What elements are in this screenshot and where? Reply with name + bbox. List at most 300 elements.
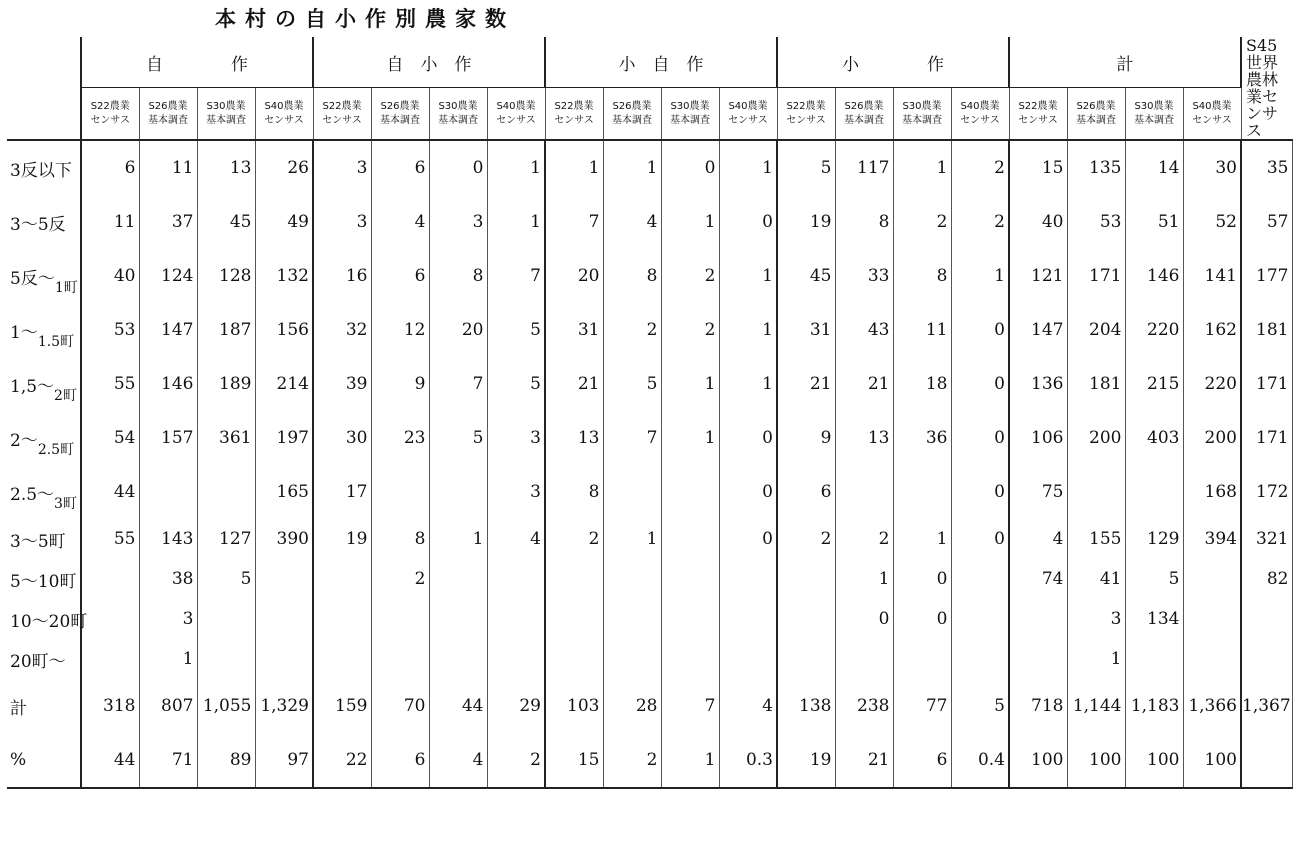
value-cell: 394 (1183, 519, 1241, 559)
value-cell: 33 (835, 249, 893, 303)
value-cell: 39 (313, 357, 371, 411)
value-cell: 2 (835, 519, 893, 559)
value-cell (893, 465, 951, 519)
value-cell: 4 (1009, 519, 1067, 559)
table-row (7, 733, 1292, 788)
survey-header-line2: センサス (786, 114, 826, 126)
group-header-jishosaku: 自 小 作 (313, 37, 545, 88)
page-title: 本村の自小作別農家数 (215, 7, 515, 31)
value-cell: 171 (1241, 411, 1292, 465)
value-cell: 0 (835, 599, 893, 639)
value-cell (429, 559, 487, 599)
value-cell: 141 (1183, 249, 1241, 303)
value-cell: 36 (893, 411, 951, 465)
value-cell: 1 (487, 195, 545, 249)
value-cell (1009, 639, 1067, 679)
value-cell (1067, 465, 1125, 519)
row-label-main: 計 (10, 698, 27, 719)
survey-header (255, 88, 313, 140)
value-cell (139, 465, 197, 519)
value-cell: 2 (661, 303, 719, 357)
table-row (7, 195, 1292, 249)
value-cell: 2 (777, 519, 835, 559)
row-label (7, 599, 88, 639)
value-cell: 9 (777, 411, 835, 465)
survey-header-line1: S22農業 (322, 100, 362, 112)
value-cell: 215 (1125, 357, 1183, 411)
value-cell (1125, 639, 1183, 679)
row-label (7, 519, 81, 559)
value-cell: 7 (429, 357, 487, 411)
row-label (7, 679, 81, 733)
group-header-shojisaku: 小 自 作 (545, 37, 777, 88)
value-cell: 100 (1125, 733, 1183, 788)
value-cell: 100 (1067, 733, 1125, 788)
value-cell: 23 (371, 411, 429, 465)
value-cell: 136 (1009, 357, 1067, 411)
value-cell: 1 (661, 195, 719, 249)
survey-header-line2: 基本調査 (148, 114, 188, 126)
row-label (7, 639, 81, 679)
survey-header (545, 88, 603, 140)
survey-header (81, 88, 139, 140)
row-label-main: 5～10町 (10, 571, 77, 592)
value-cell: 14 (1125, 140, 1183, 195)
value-cell (255, 599, 313, 639)
value-cell: 171 (1241, 357, 1292, 411)
value-cell: 135 (1067, 140, 1125, 195)
value-cell: 38 (139, 559, 197, 599)
value-cell: 11 (81, 195, 139, 249)
value-cell: 21 (835, 733, 893, 788)
value-cell (313, 559, 371, 599)
value-cell: 3 (1067, 599, 1125, 639)
value-cell (255, 559, 313, 599)
row-label (7, 303, 81, 357)
value-cell: 15 (545, 733, 603, 788)
survey-header-line2: センサス (1192, 114, 1232, 126)
survey-header-line2: センサス (1018, 114, 1058, 126)
value-cell (197, 639, 255, 679)
value-cell: 2 (893, 195, 951, 249)
value-cell: 1,144 (1067, 679, 1125, 733)
value-cell: 238 (835, 679, 893, 733)
value-cell: 26 (255, 140, 313, 195)
row-label (7, 140, 81, 195)
value-cell: 5 (487, 357, 545, 411)
survey-header-line1: S30農業 (1134, 100, 1174, 112)
value-cell: 117 (835, 140, 893, 195)
value-cell: 1 (719, 140, 777, 195)
survey-header-line1: S40農業 (264, 100, 304, 112)
value-cell (835, 465, 893, 519)
value-cell: 168 (1183, 465, 1241, 519)
table-row (7, 465, 1292, 519)
value-cell (429, 599, 487, 639)
value-cell: 97 (255, 733, 313, 788)
survey-header-line2: センサス (960, 114, 1000, 126)
survey-header-line1: S26農業 (844, 100, 884, 112)
survey-header-line1: S26農業 (148, 100, 188, 112)
value-cell: 1 (661, 357, 719, 411)
table-row (7, 519, 1292, 559)
value-cell: 53 (1067, 195, 1125, 249)
value-cell: 124 (139, 249, 197, 303)
row-label (7, 465, 81, 519)
table-row (7, 411, 1292, 465)
value-cell: 132 (255, 249, 313, 303)
value-cell: 32 (313, 303, 371, 357)
value-cell: 21 (545, 357, 603, 411)
survey-header-line2: 基本調査 (1134, 114, 1174, 126)
value-cell: 1 (139, 639, 197, 679)
value-cell (545, 559, 603, 599)
value-cell (197, 465, 255, 519)
value-cell: 177 (1241, 249, 1292, 303)
value-cell: 28 (603, 679, 661, 733)
value-cell (1241, 599, 1292, 639)
group-header-total: 計 (1009, 37, 1241, 88)
value-cell: 15 (1009, 140, 1067, 195)
value-cell: 70 (371, 679, 429, 733)
value-cell: 165 (255, 465, 313, 519)
value-cell: 0 (719, 519, 777, 559)
value-cell (661, 639, 719, 679)
value-cell (835, 639, 893, 679)
table-row (7, 140, 1292, 195)
row-label-sub: 3町 (54, 495, 77, 512)
value-cell: 20 (429, 303, 487, 357)
value-cell: 134 (1125, 599, 1183, 639)
value-cell: 16 (313, 249, 371, 303)
value-cell: 8 (835, 195, 893, 249)
value-cell: 0 (429, 140, 487, 195)
value-cell: 0 (951, 465, 1009, 519)
value-cell: 0.4 (951, 733, 1009, 788)
row-label-main: 10～20町 (10, 611, 88, 632)
survey-header-line2: 基本調査 (380, 114, 420, 126)
value-cell: 5 (777, 140, 835, 195)
row-label-main: 5反～ (10, 268, 55, 289)
row-label-main: % (10, 750, 27, 770)
value-cell (951, 599, 1009, 639)
value-cell: 718 (1009, 679, 1067, 733)
value-cell: 44 (429, 679, 487, 733)
value-cell (603, 559, 661, 599)
survey-header-line1: S30農業 (206, 100, 246, 112)
value-cell (661, 599, 719, 639)
survey-header-line2: 基本調査 (612, 114, 652, 126)
value-cell: 19 (313, 519, 371, 559)
survey-header-line2: 基本調査 (1076, 114, 1116, 126)
value-cell (719, 639, 777, 679)
value-cell: 0 (893, 599, 951, 639)
value-cell: 5 (197, 559, 255, 599)
row-label-sub: 2町 (54, 387, 77, 404)
value-cell: 1,055 (197, 679, 255, 733)
survey-header (429, 88, 487, 140)
row-label-main: 3～5反 (10, 214, 66, 235)
row-label (7, 559, 81, 599)
value-cell: 19 (777, 733, 835, 788)
value-cell: 7 (545, 195, 603, 249)
value-cell: 30 (313, 411, 371, 465)
value-cell: 2 (487, 733, 545, 788)
value-cell: 44 (81, 465, 139, 519)
value-cell: 0 (661, 140, 719, 195)
survey-header-line1: S40農業 (728, 100, 768, 112)
survey-header (197, 88, 255, 140)
value-cell: 0.3 (719, 733, 777, 788)
value-cell: 35 (1241, 140, 1292, 195)
value-cell (371, 465, 429, 519)
value-cell: 21 (777, 357, 835, 411)
value-cell: 1 (835, 559, 893, 599)
value-cell: 100 (1009, 733, 1067, 788)
value-cell: 7 (661, 679, 719, 733)
survey-header (371, 88, 429, 140)
value-cell: 5 (951, 679, 1009, 733)
survey-header-line1: S22農業 (786, 100, 826, 112)
value-cell: 6 (893, 733, 951, 788)
value-cell: 1,366 (1183, 679, 1241, 733)
survey-header-line2: 基本調査 (206, 114, 246, 126)
table-row (7, 249, 1292, 303)
value-cell: 0 (951, 411, 1009, 465)
value-cell: 1 (719, 249, 777, 303)
value-cell (487, 559, 545, 599)
value-cell: 0 (719, 465, 777, 519)
value-cell: 2 (603, 733, 661, 788)
value-cell: 0 (951, 303, 1009, 357)
value-cell: 2 (371, 559, 429, 599)
value-cell: 1 (719, 303, 777, 357)
survey-header-line1: S30農業 (902, 100, 942, 112)
value-cell: 7 (487, 249, 545, 303)
value-cell: 0 (951, 357, 1009, 411)
survey-header-line2: センサス (90, 114, 131, 126)
survey-header (1125, 88, 1183, 140)
value-cell (951, 639, 1009, 679)
value-cell: 82 (1241, 559, 1292, 599)
value-cell: 49 (255, 195, 313, 249)
value-cell: 55 (81, 357, 139, 411)
value-cell (719, 599, 777, 639)
group-header-kosaku: 小 作 (777, 37, 1009, 88)
value-cell (545, 599, 603, 639)
value-cell: 1 (951, 249, 1009, 303)
value-cell (81, 599, 139, 639)
row-label-sub: 1町 (54, 279, 78, 296)
value-cell (951, 559, 1009, 599)
value-cell: 3 (487, 411, 545, 465)
value-cell: 22 (313, 733, 371, 788)
value-cell: 44 (81, 733, 139, 788)
value-cell: 318 (81, 679, 139, 733)
value-cell: 6 (371, 140, 429, 195)
value-cell: 8 (545, 465, 603, 519)
row-label-main: 1,5～ (10, 376, 55, 397)
value-cell: 0 (719, 411, 777, 465)
value-cell: 214 (255, 357, 313, 411)
survey-header (835, 88, 893, 140)
value-cell: 6 (777, 465, 835, 519)
value-cell: 155 (1067, 519, 1125, 559)
value-cell: 31 (777, 303, 835, 357)
survey-header (603, 88, 661, 140)
survey-header-line2: 基本調査 (902, 114, 942, 126)
value-cell: 146 (139, 357, 197, 411)
value-cell: 21 (835, 357, 893, 411)
value-cell: 18 (893, 357, 951, 411)
table-row (7, 357, 1292, 411)
value-cell: 147 (1009, 303, 1067, 357)
survey-header (1009, 88, 1067, 140)
value-cell (371, 639, 429, 679)
value-cell: 2 (545, 519, 603, 559)
value-cell (1183, 599, 1241, 639)
value-cell: 1 (429, 519, 487, 559)
value-cell: 43 (835, 303, 893, 357)
value-cell: 6 (81, 140, 139, 195)
value-cell (255, 639, 313, 679)
value-cell: 220 (1183, 357, 1241, 411)
value-cell: 129 (1125, 519, 1183, 559)
value-cell: 390 (255, 519, 313, 559)
value-cell: 75 (1009, 465, 1067, 519)
table-row (7, 303, 1292, 357)
survey-header-line1: S30農業 (670, 100, 710, 112)
value-cell: 55 (81, 519, 139, 559)
value-cell: 807 (139, 679, 197, 733)
value-cell: 2 (603, 303, 661, 357)
value-cell: 4 (719, 679, 777, 733)
value-cell: 156 (255, 303, 313, 357)
value-cell: 361 (197, 411, 255, 465)
value-cell: 74 (1009, 559, 1067, 599)
value-cell: 143 (139, 519, 197, 559)
survey-header-line1: S26農業 (1076, 100, 1116, 112)
survey-header-line2: 基本調査 (438, 114, 478, 126)
value-cell: 1 (661, 733, 719, 788)
value-cell: 1 (545, 140, 603, 195)
row-label-main: 2.5～ (10, 484, 55, 505)
value-cell: 71 (139, 733, 197, 788)
value-cell: 1,183 (1125, 679, 1183, 733)
value-cell: 3 (313, 195, 371, 249)
value-cell: 4 (487, 519, 545, 559)
value-cell (197, 599, 255, 639)
value-cell (487, 639, 545, 679)
value-cell: 103 (545, 679, 603, 733)
value-cell: 2 (951, 195, 1009, 249)
row-label-main: 3～5町 (10, 531, 66, 552)
corner-cell (7, 37, 81, 140)
value-cell: 2 (661, 249, 719, 303)
value-cell: 8 (429, 249, 487, 303)
survey-header-line1: S40農業 (496, 100, 536, 112)
value-cell: 11 (893, 303, 951, 357)
value-cell: 0 (951, 519, 1009, 559)
value-cell: 146 (1125, 249, 1183, 303)
value-cell: 187 (197, 303, 255, 357)
value-cell: 171 (1067, 249, 1125, 303)
value-cell (371, 599, 429, 639)
row-label-main: 1～ (10, 322, 38, 343)
value-cell: 157 (139, 411, 197, 465)
survey-header-line2: センサス (554, 114, 594, 126)
value-cell (81, 559, 139, 599)
row-label (7, 411, 81, 465)
value-cell: 5 (603, 357, 661, 411)
value-cell: 1 (487, 140, 545, 195)
value-cell: 57 (1241, 195, 1292, 249)
farm-household-table (7, 37, 1293, 789)
value-cell: 1,329 (255, 679, 313, 733)
value-cell: 8 (603, 249, 661, 303)
row-label-sub: 1.5町 (37, 333, 75, 350)
row-label-sub: 2.5町 (37, 441, 75, 458)
survey-header (719, 88, 777, 140)
value-cell (1183, 559, 1241, 599)
value-cell: 6 (371, 733, 429, 788)
value-cell (603, 465, 661, 519)
value-cell: 0 (893, 559, 951, 599)
survey-header-line1: S26農業 (612, 100, 652, 112)
table-row (7, 679, 1292, 733)
value-cell (81, 639, 139, 679)
value-cell (313, 599, 371, 639)
survey-header (139, 88, 197, 140)
value-cell (313, 639, 371, 679)
value-cell: 11 (139, 140, 197, 195)
value-cell: 51 (1125, 195, 1183, 249)
value-cell: 30 (1183, 140, 1241, 195)
survey-header-line2: 基本調査 (670, 114, 710, 126)
value-cell (777, 639, 835, 679)
survey-header (661, 88, 719, 140)
value-cell: 45 (777, 249, 835, 303)
value-cell: 3 (313, 140, 371, 195)
value-cell: 1 (719, 357, 777, 411)
value-cell (429, 465, 487, 519)
value-cell: 29 (487, 679, 545, 733)
value-cell (1241, 733, 1292, 788)
value-cell: 128 (197, 249, 255, 303)
row-label (7, 357, 81, 411)
survey-header (1183, 88, 1241, 140)
value-cell: 1 (893, 140, 951, 195)
survey-header (777, 88, 835, 140)
value-cell: 89 (197, 733, 255, 788)
table-row (7, 639, 1292, 679)
value-cell (661, 465, 719, 519)
survey-header (487, 88, 545, 140)
value-cell (603, 599, 661, 639)
row-label (7, 733, 81, 788)
value-cell: 7 (603, 411, 661, 465)
value-cell (893, 639, 951, 679)
survey-header-line2: センサス (322, 114, 362, 126)
value-cell: 162 (1183, 303, 1241, 357)
value-cell: 172 (1241, 465, 1292, 519)
value-cell: 13 (835, 411, 893, 465)
value-cell: 4 (429, 733, 487, 788)
value-cell: 40 (81, 249, 139, 303)
value-cell: 147 (139, 303, 197, 357)
value-cell: 100 (1183, 733, 1241, 788)
value-cell: 5 (1125, 559, 1183, 599)
